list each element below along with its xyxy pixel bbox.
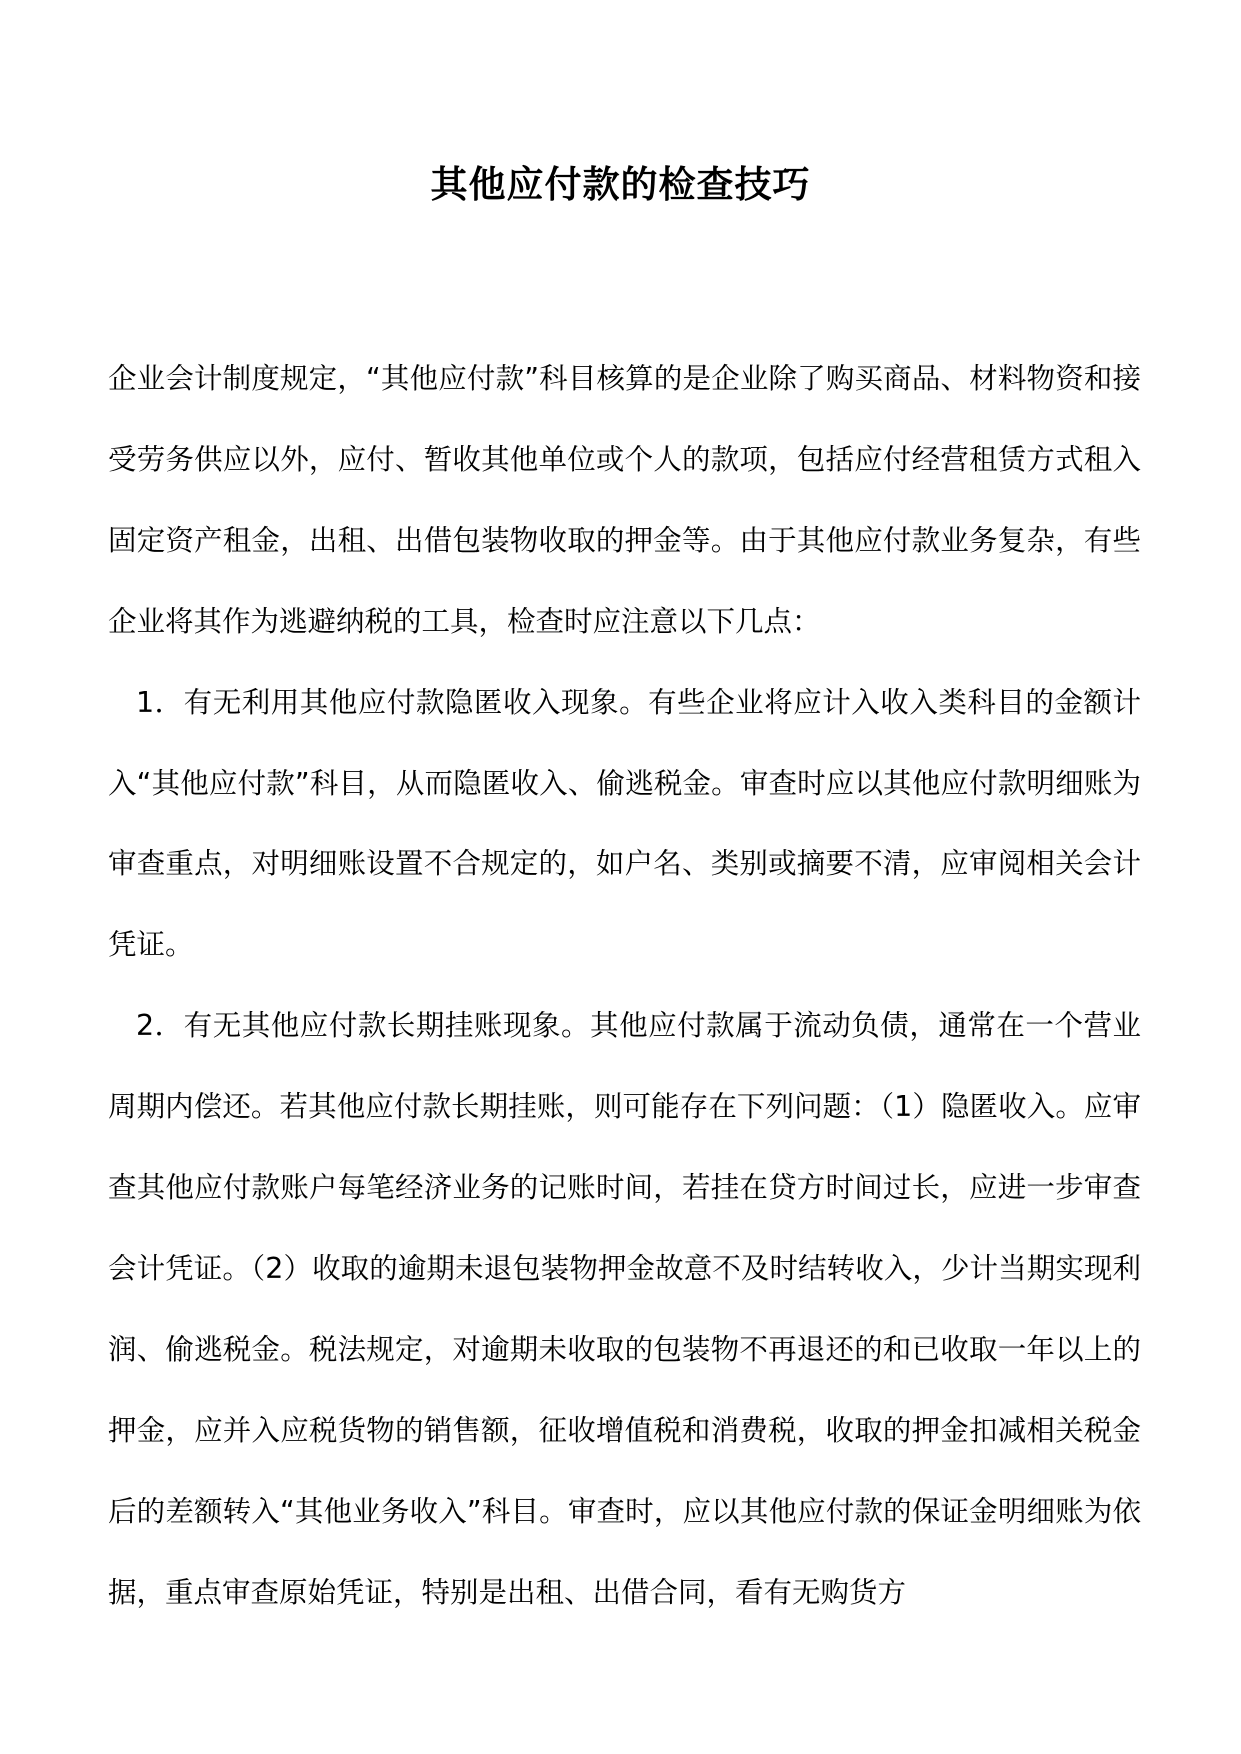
document-body [108,339,1141,1634]
point-2-paragraph: 2．有无其他应付款长期挂账现象。其他应付款属于流动负债，通常在一个营业周期内偿还。若其他应付款长期挂账，则可能存在下列问题：（1）隐匿收入。应审查其他应付款账户每笔经济业务的记账时间，若挂在贷方时间过长，应进一步审查会计凭证。（2）收取的逾期未退包装物押金故意不及时结转收入，少计当期实现利润、偷逃税金。税法规定，对逾期未收取的包装物不再退还的和已收取一年以上的押金，应并入应税货物的销售额，征收增值税和消费税，收取的押金扣减相关税金后的差额转入“其他业务收入”科目。审查时，应以其他应付款的保证金明细账为依据，重点审查原始凭证，特别是出租、出借合同，看有无购货方 [108,1009,1141,1609]
document-title: 其他应付款的检查技巧 [430,162,811,206]
intro-paragraph: 企业会计制度规定，“其他应付款”科目核算的是企业除了购买商品、材料物资和接受劳务供应以外，应付、暂收其他单位或个人的款项，包括应付经营租赁方式租入固定资产租金，出租、出借包装物收取的押金等。由于其他应付款业务复杂，有些企业将其作为逃避纳税的工具，检查时应注意以下几点： [108,362,1141,638]
point-1-paragraph: 1．有无利用其他应付款隐匿收入现象。有些企业将应计入收入类科目的金额计入“其他应付款”科目，从而隐匿收入、偷逃税金。审查时应以其他应付款明细账为审查重点，对明细账设置不合规定的，如户名、类别或摘要不清，应审阅相关会计凭证。 [108,685,1141,962]
